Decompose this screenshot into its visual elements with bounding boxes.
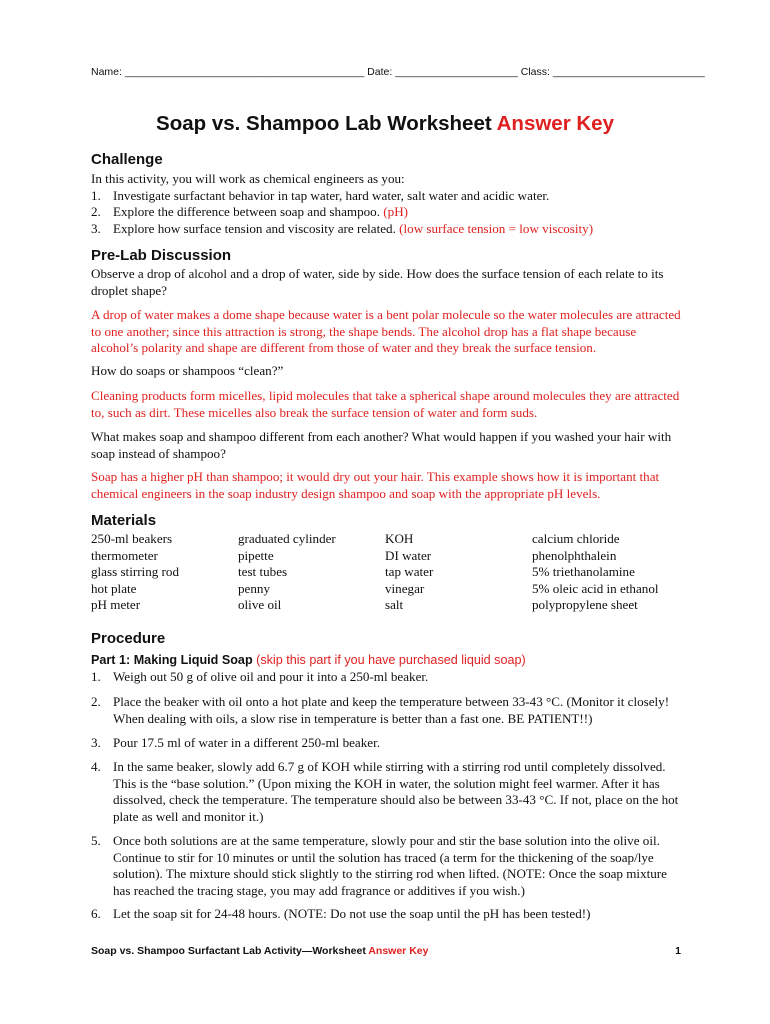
procedure-step: 6. Let the soap sit for 24-48 hours. (NOTE: Do not use the soap until the pH has been tested!) bbox=[91, 906, 591, 921]
material-item: phenolphthalein bbox=[532, 547, 617, 563]
procedure-step: 2. Place the beaker with oil onto a hot plate and keep the temperature between 33-43 °C. (Monitor it closely! When dealing with oils, a slow rise in temperature is better than a fast one. BE PATIENT!!) bbox=[91, 694, 670, 726]
material-item: thermometer bbox=[91, 547, 158, 563]
challenge-answer: (pH) bbox=[383, 204, 409, 220]
materials-column bbox=[238, 531, 385, 614]
materials-column bbox=[91, 531, 238, 614]
prelab-a1: A drop of water makes a dome shape because water is a bent polar molecule so the water molecules are attracted to one another; since this attraction is strong, the shape bends. The alcohol drop has a flat shape because alcohol’s polarity and shape are different from those of water and they break the surface tension. bbox=[91, 307, 681, 356]
challenge-item: 1. Investigate surfactant behavior in tap water, hard water, salt water and acidic water. bbox=[91, 187, 550, 203]
footer-title: Soap vs. Shampoo Surfactant Lab Activity—Worksheet bbox=[91, 945, 366, 957]
material-item: DI water bbox=[385, 547, 432, 563]
student-info-line: Name: _________________________________________ Date: _____________________ Class: __________________________ bbox=[91, 66, 705, 78]
page-number: 1 bbox=[675, 945, 681, 957]
challenge-item: 2. Explore the difference between soap and shampoo. (pH) bbox=[91, 204, 409, 220]
page-footer bbox=[91, 945, 681, 957]
material-item: glass stirring rod bbox=[91, 564, 180, 580]
prelab-a2: Cleaning products form micelles, lipid molecules that take a spherical shape around molecules they are attracted to, such as dirt. These micelles also break the surface tension of water and form suds. bbox=[91, 388, 680, 420]
procedure-step: 4. In the same beaker, slowly add 6.7 g of KOH while stirring with a stirring rod until completely dissolved. This is the “base solution.” (Upon mixing the KOH in water, the solution might feel warmer. After it has dissolved, check the temperature. The temperature should also be between 33-43 °C. If not, place on the hot plate as well and monitor it.) bbox=[91, 759, 679, 824]
material-item: vinegar bbox=[385, 580, 425, 596]
material-item: tap water bbox=[385, 564, 434, 580]
page-title bbox=[0, 112, 770, 136]
material-item: 5% oleic acid in ethanol bbox=[532, 580, 659, 596]
procedure-heading: Procedure bbox=[91, 630, 166, 647]
part1-title: Part 1: Making Liquid Soap bbox=[91, 653, 253, 667]
material-item: KOH bbox=[385, 531, 414, 546]
material-item: test tubes bbox=[238, 564, 288, 580]
material-item: 5% triethanolamine bbox=[532, 564, 635, 580]
material-item: calcium chloride bbox=[532, 531, 620, 546]
materials-column bbox=[385, 531, 532, 614]
prelab-q3: What makes soap and shampoo different from each another? What would happen if you washed your hair with soap instead of shampoo? bbox=[91, 429, 672, 461]
procedure-step: 5. Once both solutions are at the same temperature, slowly pour and stir the base solution into the olive oil. Continue to stir for 10 minutes or until the solution has traced (a term for the thickening of the soap/lye solution). The mixture should stick slightly to the stirring rod when lifted. (NOTE: Once the soap mixture has reached the tracing stage, you may add fragrance or additives if you wish.) bbox=[91, 833, 667, 898]
procedure-step: 3. Pour 17.5 ml of water in a different 250-ml beaker. bbox=[91, 735, 381, 750]
part1-note: (skip this part if you have purchased liquid soap) bbox=[256, 653, 526, 667]
prelab-heading: Pre-Lab Discussion bbox=[91, 247, 232, 264]
material-item: pH meter bbox=[91, 597, 141, 613]
challenge-heading: Challenge bbox=[91, 151, 163, 168]
materials-column bbox=[532, 531, 681, 614]
material-item: 250-ml beakers bbox=[91, 531, 173, 546]
footer-answer-key: Answer Key bbox=[368, 945, 429, 957]
materials-list bbox=[91, 531, 681, 614]
material-item: pipette bbox=[238, 547, 274, 563]
challenge-answer: (low surface tension = low viscosity) bbox=[399, 220, 594, 236]
material-item: salt bbox=[385, 597, 404, 613]
part1-heading bbox=[91, 652, 681, 669]
procedure-step: 1. Weigh out 50 g of olive oil and pour it into a 250-ml beaker. bbox=[91, 669, 429, 684]
challenge-item: 3. Explore how surface tension and viscosity are related. (low surface tension = low viscosity) bbox=[91, 220, 594, 236]
material-item: polypropylene sheet bbox=[532, 597, 638, 613]
material-item: graduated cylinder bbox=[238, 531, 336, 546]
materials-heading: Materials bbox=[91, 512, 157, 529]
challenge-section bbox=[91, 171, 681, 237]
material-item: hot plate bbox=[91, 580, 137, 596]
prelab-q2: How do soaps or shampoos “clean?” bbox=[91, 363, 284, 378]
challenge-intro: In this activity, you will work as chemical engineers as you: bbox=[91, 171, 405, 186]
material-item: penny bbox=[238, 580, 270, 596]
prelab-a3: Soap has a higher pH than shampoo; it would dry out your hair. This example shows how it is important that chemical engineers in the soap industry design shampoo and soap with the appropriate pH levels. bbox=[91, 469, 660, 501]
prelab-q1: Observe a drop of alcohol and a drop of water, side by side. How does the surface tension of each relate to its droplet shape? bbox=[91, 266, 664, 298]
title-answer-key: Answer Key bbox=[496, 112, 614, 135]
material-item: olive oil bbox=[238, 597, 282, 613]
title-main: Soap vs. Shampoo Lab Worksheet bbox=[156, 112, 492, 135]
